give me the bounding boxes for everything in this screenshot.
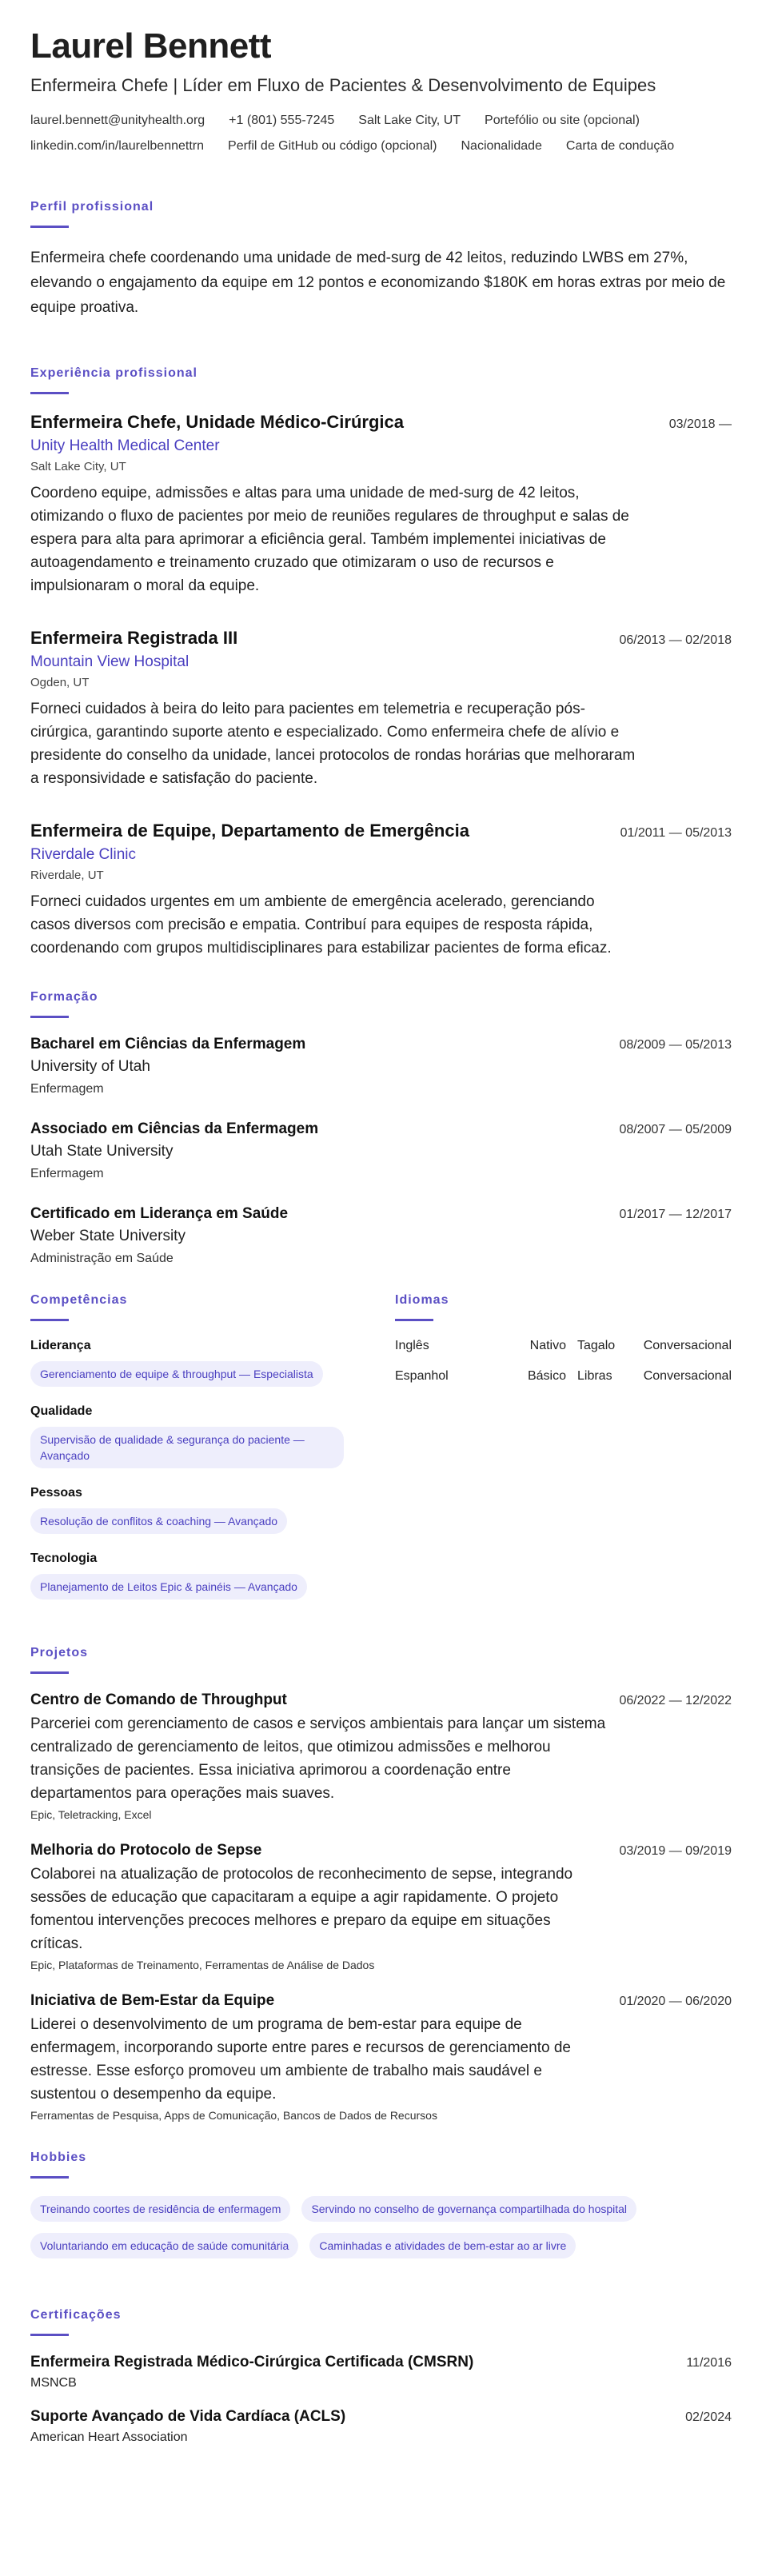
- experience-item: [30, 628, 732, 790]
- skill-category: Pessoas: [30, 1486, 82, 1500]
- field-of-study: Administração em Saúde: [30, 1252, 174, 1266]
- skill-category: Qualidade: [30, 1404, 93, 1419]
- section-divider: [30, 392, 69, 394]
- project-title: Melhoria do Protocolo de Sepse: [30, 1842, 262, 1859]
- project-description: Liderei o desenvolvimento de um programa de bem-estar para equipe de enfermagem, incorporando suporte entre pares e recursos de gerenciamento de estresse. Esse esforço promoveu um ambiente de trabalho mais saudável e sustentou o desempenho da equipe.: [30, 2016, 571, 2103]
- job-date: 06/2013 — 02/2018: [619, 633, 732, 648]
- job-description: Forneci cuidados urgentes em um ambiente de emergência acelerado, gerenciando casos diversos com precisão e empatia. Contribuí para equipes de resposta rápida, coordenando com grupos multidisciplinares para estabilizar pacientes de forma eficaz.: [30, 893, 612, 957]
- job-date: 01/2011 — 05/2013: [620, 826, 732, 841]
- project-item: [30, 1992, 732, 2122]
- certification-item: [30, 2408, 732, 2445]
- job-date: 03/2018 —: [668, 417, 732, 432]
- language-level: Básico: [527, 1369, 566, 1384]
- field-of-study: Enfermagem: [30, 1082, 104, 1096]
- section-title: Formação: [30, 990, 98, 1004]
- section-languages: [395, 1293, 732, 1617]
- job-title: Enfermeira Chefe, Unidade Médico-Cirúrgica: [30, 412, 404, 433]
- certification-date: 02/2024: [685, 2410, 732, 2425]
- skill-group: [30, 1404, 363, 1468]
- job-description: Coordeno equipe, admissões e altas para uma unidade de med-surg de 42 leitos, otimizando o fluxo de pacientes por meio de reuniões regulares de throughput e salas de espera para alta para aprimorar a eficiência geral. Também implementei iniciativas de autoagendamento e treinamento cruzado que otimizaram o uso de recursos e impulsionaram o moral da equipe.: [30, 485, 629, 595]
- project-tools: Ferramentas de Pesquisa, Apps de Comunicação, Bancos de Dados de Recursos: [30, 2109, 437, 2123]
- language-level: Conversacional: [643, 1369, 732, 1384]
- skill-group: [30, 1552, 363, 1600]
- school: Utah State University: [30, 1143, 174, 1160]
- job-location: Ogden, UT: [30, 676, 90, 690]
- job-title: Enfermeira de Equipe, Departamento de Emergência: [30, 821, 469, 841]
- section-education: [30, 990, 732, 1266]
- contact-github[interactable]: Perfil de GitHub ou código (opcional): [228, 139, 437, 154]
- contact-nationality: Nacionalidade: [461, 139, 542, 154]
- contact-location: Salt Lake City, UT: [358, 114, 461, 128]
- section-title: Certificações: [30, 2308, 122, 2322]
- language-row: [395, 1369, 732, 1384]
- section-divider: [30, 1671, 69, 1674]
- skill-pill: Supervisão de qualidade & segurança do paciente — Avançado: [30, 1427, 344, 1468]
- hobby-list: [30, 2196, 686, 2258]
- section-divider: [30, 2176, 69, 2179]
- hobby-pill: Treinando coortes de residência de enfermagem: [30, 2196, 290, 2222]
- section-title: Projetos: [30, 1646, 89, 1660]
- certification-issuer: MSNCB: [30, 2376, 77, 2390]
- skill-category: Tecnologia: [30, 1552, 98, 1566]
- project-tools: Epic, Plataformas de Treinamento, Ferramentas de Análise de Dados: [30, 1959, 375, 1972]
- language-name: Tagalo: [577, 1339, 616, 1353]
- section-title: Hobbies: [30, 2151, 87, 2165]
- section-summary: [30, 200, 732, 320]
- skills-languages-row: [30, 1293, 732, 1617]
- language-level: Nativo: [529, 1339, 566, 1353]
- certification-date: 11/2016: [686, 2356, 732, 2370]
- hobby-pill: Caminhadas e atividades de bem-estar ao ar livre: [309, 2233, 576, 2258]
- project-title: Centro de Comando de Throughput: [30, 1691, 287, 1709]
- job-description: Forneci cuidados à beira do leito para pacientes em telemetria e recuperação pós-cirúrgica, garantindo suporte atento e especializado. Como enfermeira chefe de alívio e presidente do conselho da unidade, lancei protocolos de rondas horárias que melhoraram a responsividade e satisfação do paciente.: [30, 701, 636, 788]
- job-title: Enfermeira Registrada III: [30, 628, 238, 649]
- school: University of Utah: [30, 1058, 150, 1076]
- experience-item: [30, 412, 732, 597]
- skill-category: Liderança: [30, 1339, 91, 1353]
- hobby-pill: Servindo no conselho de governança compartilhada do hospital: [301, 2196, 636, 2222]
- employer: Unity Health Medical Center: [30, 437, 220, 455]
- skill-pill: Planejamento de Leitos Epic & painéis — Avançado: [30, 1574, 307, 1600]
- project-description: Parceriei com gerenciamento de casos e serviços ambientais para lançar um sistema centralizado de gerenciamento de leitos, que otimizou admissões e melhorou transições de pacientes. Essa iniciativa aprimorou a coordenação entre departamentos para operações mais suaves.: [30, 1715, 606, 1803]
- job-location: Salt Lake City, UT: [30, 460, 126, 474]
- section-title: Experiência profissional: [30, 366, 197, 381]
- school: Weber State University: [30, 1228, 186, 1245]
- education-date: 08/2007 — 05/2009: [619, 1123, 732, 1137]
- skill-group: [30, 1486, 363, 1534]
- education-item: [30, 1036, 732, 1096]
- project-description: Colaborei na atualização de protocolos de reconhecimento de sepse, integrando sessões de educação que capacitaram a equipe a agir rapidamente. O projeto fomentou intervenções precoces melhores e preparo da equipe em situações críticas.: [30, 1866, 573, 1953]
- language-name: Espanhol: [395, 1369, 449, 1384]
- contact-email[interactable]: laurel.bennett@unityhealth.org: [30, 114, 205, 128]
- summary-text: Enfermeira chefe coordenando uma unidade de med-surg de 42 leitos, reduzindo LWBS em 27%, elevando o engajamento da equipe em 12 pontos e economizando $180K em horas extras por meio de equipe proativa.: [30, 250, 726, 317]
- skill-pill: Gerenciamento de equipe & throughput — Especialista: [30, 1361, 323, 1387]
- degree: Associado em Ciências da Enfermagem: [30, 1120, 319, 1138]
- skill-pill: Resolução de conflitos & coaching — Avançado: [30, 1508, 287, 1534]
- contact-list: [30, 114, 718, 154]
- degree: Bacharel em Ciências da Enfermagem: [30, 1036, 306, 1053]
- certification-title: Suporte Avançado de Vida Cardíaca (ACLS): [30, 2408, 346, 2426]
- contact-portfolio[interactable]: Portefólio ou site (opcional): [485, 114, 640, 128]
- project-date: 01/2020 — 06/2020: [619, 1995, 732, 2009]
- education-item: [30, 1120, 732, 1181]
- section-divider: [30, 2334, 69, 2336]
- certification-title: Enfermeira Registrada Médico-Cirúrgica Certificada (CMSRN): [30, 2354, 474, 2371]
- section-divider: [30, 1319, 69, 1321]
- candidate-headline: Enfermeira Chefe | Líder em Fluxo de Pacientes & Desenvolvimento de Equipes: [30, 75, 656, 96]
- section-divider: [30, 226, 69, 228]
- skill-group: [30, 1339, 363, 1387]
- education-item: [30, 1205, 732, 1266]
- project-item: [30, 1691, 732, 1821]
- section-title: Idiomas: [395, 1293, 449, 1308]
- field-of-study: Enfermagem: [30, 1167, 104, 1181]
- education-date: 08/2009 — 05/2013: [619, 1038, 732, 1052]
- section-title: Perfil profissional: [30, 200, 154, 214]
- employer: Riverdale Clinic: [30, 846, 136, 864]
- section-divider: [30, 1016, 69, 1018]
- section-experience: [30, 366, 732, 960]
- project-date: 03/2019 — 09/2019: [619, 1844, 732, 1859]
- language-name: Inglês: [395, 1339, 429, 1353]
- section-certifications: [30, 2308, 732, 2445]
- language-level: Conversacional: [643, 1339, 732, 1353]
- contact-phone[interactable]: +1 (801) 555-7245: [229, 114, 335, 128]
- section-skills: [30, 1293, 363, 1617]
- contact-linkedin[interactable]: linkedin.com/in/laurelbennettrn: [30, 139, 205, 154]
- section-projects: [30, 1646, 732, 2122]
- project-title: Iniciativa de Bem-Estar da Equipe: [30, 1992, 275, 2010]
- section-hobbies: [30, 2151, 732, 2258]
- hobby-pill: Voluntariando em educação de saúde comunitária: [30, 2233, 298, 2258]
- language-row: [395, 1339, 732, 1353]
- project-tools: Epic, Teletracking, Excel: [30, 1808, 152, 1822]
- section-title: Competências: [30, 1293, 128, 1308]
- employer: Mountain View Hospital: [30, 653, 190, 671]
- certification-item: [30, 2354, 732, 2390]
- job-location: Riverdale, UT: [30, 869, 104, 883]
- education-date: 01/2017 — 12/2017: [619, 1208, 732, 1222]
- candidate-name: Laurel Bennett: [30, 26, 272, 66]
- project-item: [30, 1842, 732, 1971]
- experience-item: [30, 821, 732, 960]
- degree: Certificado em Liderança em Saúde: [30, 1205, 289, 1223]
- contact-driving-license: Carta de condução: [565, 139, 675, 154]
- section-divider: [395, 1319, 433, 1321]
- certification-issuer: American Heart Association: [30, 2430, 188, 2445]
- project-date: 06/2022 — 12/2022: [619, 1694, 732, 1708]
- language-name: Libras: [577, 1369, 612, 1384]
